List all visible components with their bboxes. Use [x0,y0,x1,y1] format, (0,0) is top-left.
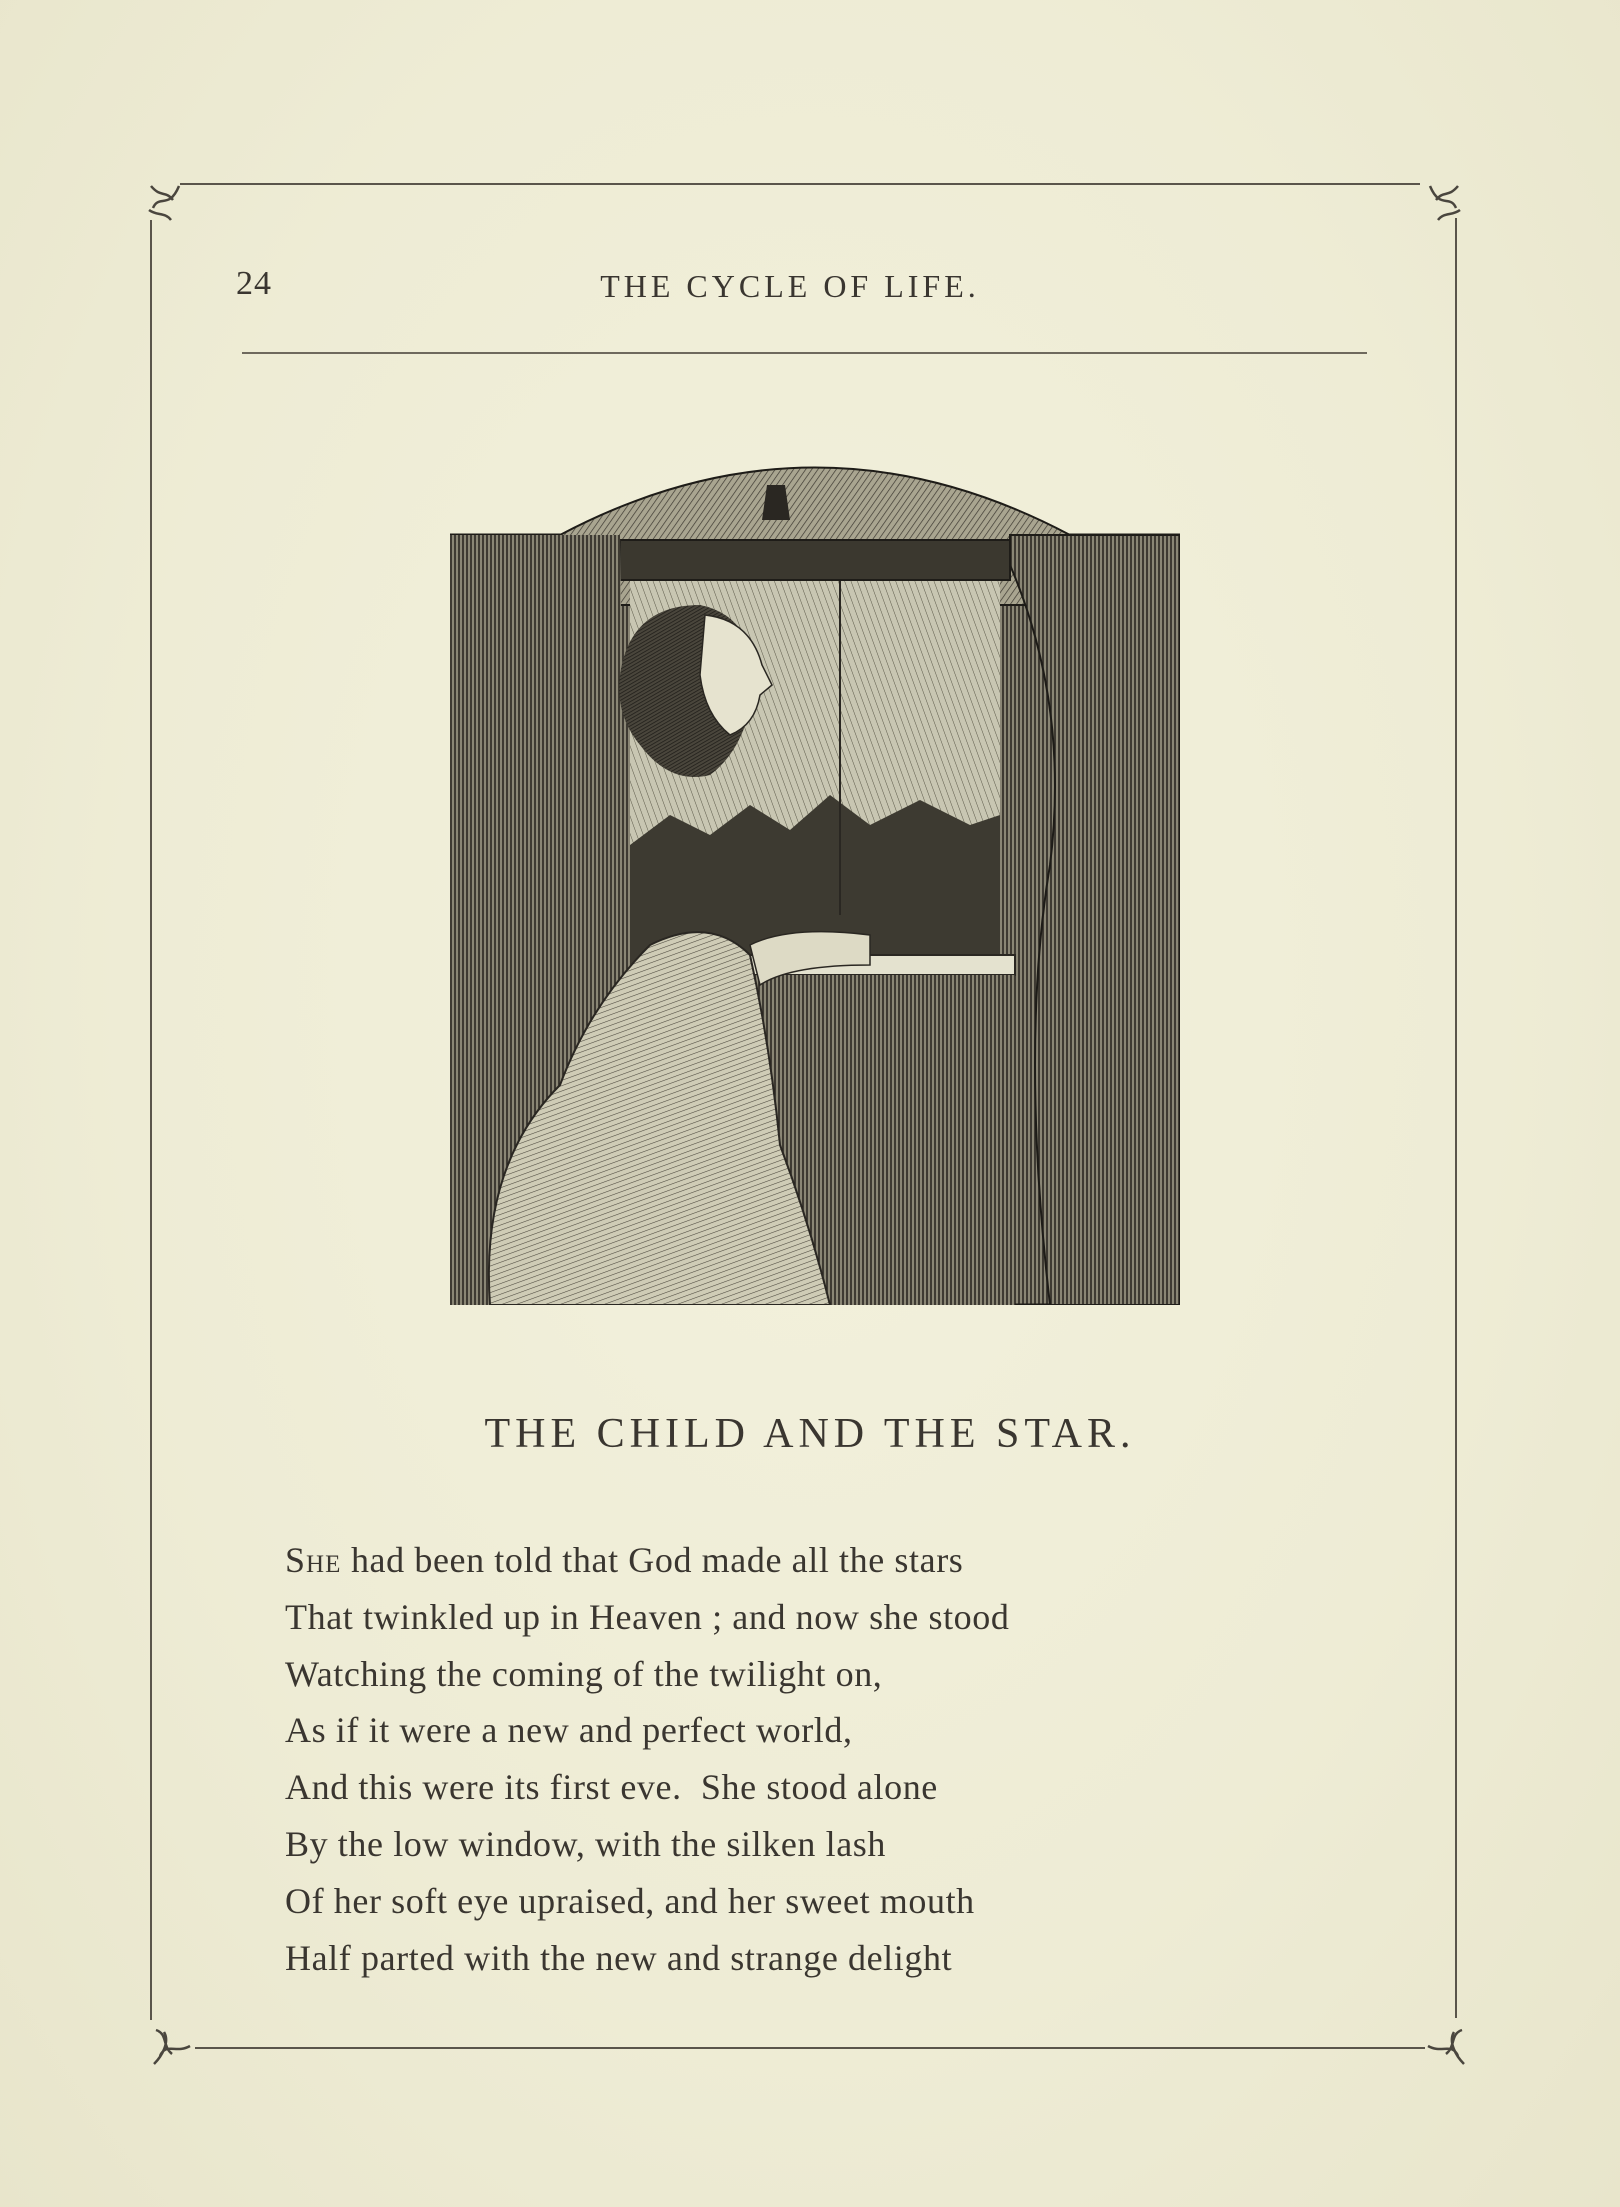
engraving-illustration [450,445,1180,1305]
page-number: 24 [236,265,272,302]
poem-line: By the low window, with the silken lash [285,1823,887,1864]
frame-left-rule [150,220,152,2020]
poem-line: And this were its first eve. She stood alone [285,1767,938,1808]
poem-line-text: had been told that God made all the stars [341,1540,964,1580]
running-head: THE CYCLE OF LIFE. [600,268,980,304]
frame-top-rule [180,183,1420,185]
frame-bottom-rule [195,2047,1425,2049]
frame-right-rule [1455,218,1457,2018]
corner-ornament-icon [1418,180,1468,230]
poem-line: Of her soft eye upraised, and her sweet mouth [285,1880,975,1921]
poem-first-word: She [285,1540,342,1580]
poem-title: THE CHILD AND THE STAR. [484,1411,1136,1457]
corner-ornament-icon [143,180,193,230]
corner-ornament-icon [150,2020,200,2070]
poem-line: That twinkled up in Heaven ; and now she stood [285,1596,1010,1637]
poem-line: Watching the coming of the twilight on, [285,1653,883,1694]
corner-ornament-icon [1420,2020,1470,2070]
poem-body [285,1532,1405,1986]
poem-line: As if it were a new and perfect world, [285,1710,853,1751]
poem-line [285,1532,1405,1589]
poem-line: Half parted with the new and strange delight [285,1937,953,1978]
child-at-window-engraving-icon [450,445,1180,1305]
header-rule [242,352,1367,354]
